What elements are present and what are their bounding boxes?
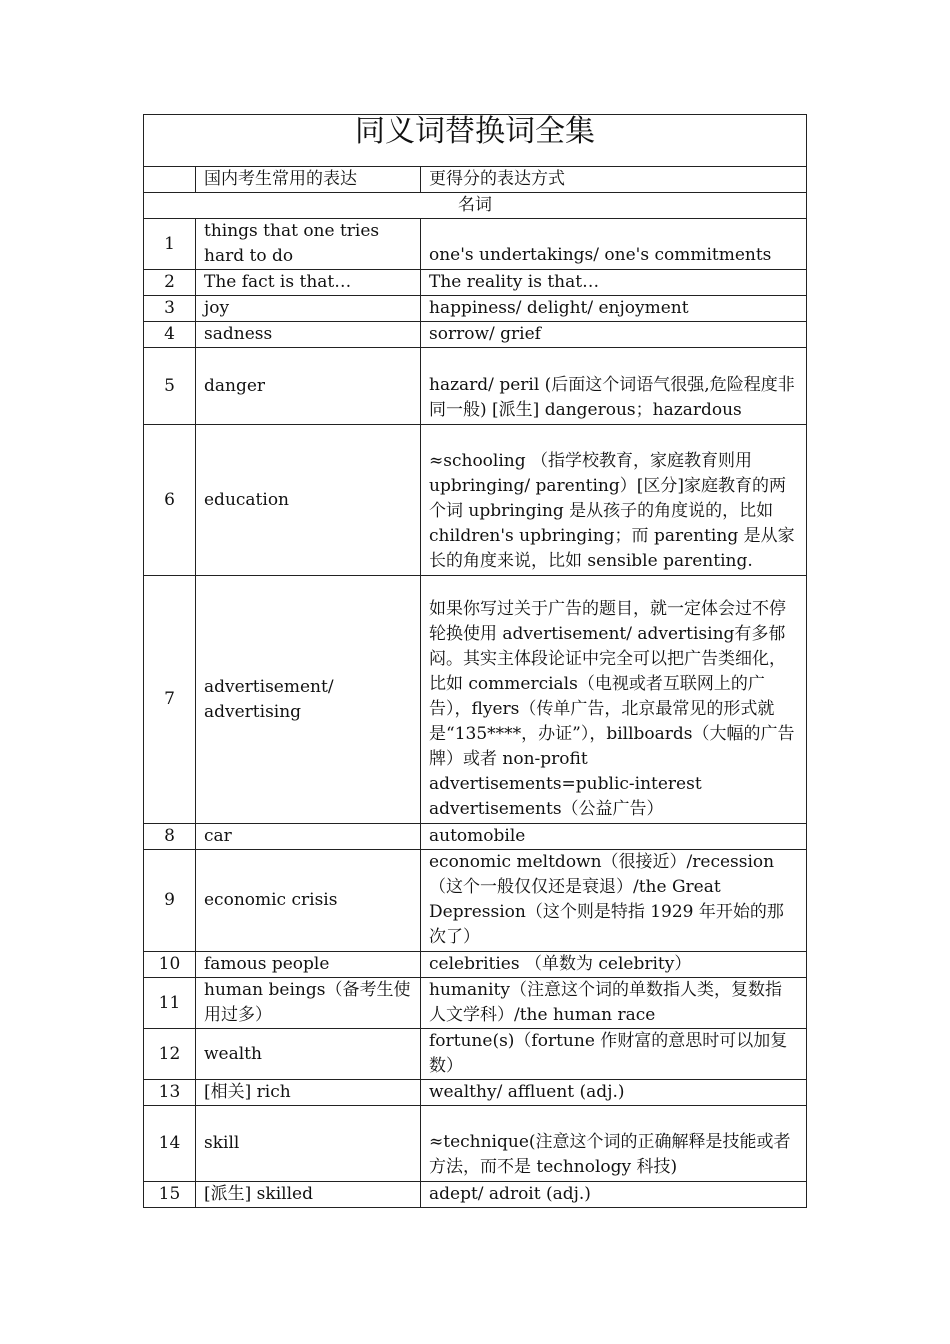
row-common: danger (196, 348, 421, 425)
row-number: 5 (144, 348, 196, 425)
row-better: hazard/ peril (后面这个词语气很强,危险程度非同一般) [派生] dangerous；hazardous (421, 348, 807, 425)
table-row (144, 296, 807, 322)
row-common: advertisement/ advertising (196, 576, 421, 824)
table-row (144, 270, 807, 296)
header-common: 国内考生常用的表达 (196, 167, 421, 193)
section-row (144, 193, 807, 219)
table-row (144, 1182, 807, 1208)
table-row (144, 952, 807, 978)
row-better: ≈technique(注意这个词的正确解释是技能或者方法，而不是 technology 科技) (421, 1106, 807, 1182)
row-number: 9 (144, 850, 196, 952)
row-better: economic meltdown（很接近）/recession（这个一般仅仅还是衰退）/the Great Depression（这个则是特指 1929 年开始的那次了） (421, 850, 807, 952)
header-num-cell (144, 167, 196, 193)
row-better: ≈schooling （指学校教育，家庭教育则用 upbringing/ parenting）[区分]家庭教育的两个词 upbringing 是从孩子的角度说的，比如 children's upbringing；而 parenting 是从家长的角度来说，比如 sensible parenting. (421, 425, 807, 576)
title-row (144, 115, 807, 167)
row-better: humanity（注意这个词的单数指人类，复数指人文学科）/the human race (421, 978, 807, 1029)
row-better: happiness/ delight/ enjoyment (421, 296, 807, 322)
row-common: human beings（备考生使用过多） (196, 978, 421, 1029)
section-label: 名词 (144, 193, 807, 219)
row-better: 如果你写过关于广告的题目，就一定体会过不停轮换使用 advertisement/ advertising有多郁闷。其实主体段论证中完全可以把广告类细化，比如 commercials（电视或者互联网上的广告），flyers（传单广告，北京最常见的形式就是“135****，办证”），billboards（大幅的广告牌）或者 non-profit advertisements=public-interest advertisements（公益广告） (421, 576, 807, 824)
row-common: wealth (196, 1029, 421, 1080)
table-row (144, 850, 807, 952)
table-row (144, 322, 807, 348)
row-number: 4 (144, 322, 196, 348)
row-number: 3 (144, 296, 196, 322)
row-number: 2 (144, 270, 196, 296)
row-number: 6 (144, 425, 196, 576)
row-common: [派生] skilled (196, 1182, 421, 1208)
row-better: celebrities （单数为 celebrity） (421, 952, 807, 978)
row-number: 7 (144, 576, 196, 824)
synonym-table (143, 114, 807, 1208)
row-number: 15 (144, 1182, 196, 1208)
row-number: 1 (144, 219, 196, 270)
row-common: education (196, 425, 421, 576)
header-better: 更得分的表达方式 (421, 167, 807, 193)
row-common: economic crisis (196, 850, 421, 952)
table-row (144, 1080, 807, 1106)
row-better: sorrow/ grief (421, 322, 807, 348)
page-title: 同义词替换词全集 (144, 115, 807, 167)
row-better: fortune(s)（fortune 作财富的意思时可以加复数） (421, 1029, 807, 1080)
row-common: The fact is that… (196, 270, 421, 296)
document (143, 114, 806, 1208)
row-better: automobile (421, 824, 807, 850)
row-better: The reality is that… (421, 270, 807, 296)
row-number: 8 (144, 824, 196, 850)
table-row (144, 978, 807, 1029)
table-row (144, 1106, 807, 1182)
table-row (144, 348, 807, 425)
row-common: sadness (196, 322, 421, 348)
row-common: joy (196, 296, 421, 322)
row-better: one's undertakings/ one's commitments (421, 219, 807, 270)
row-common: things that one tries hard to do (196, 219, 421, 270)
row-better: adept/ adroit (adj.) (421, 1182, 807, 1208)
row-number: 11 (144, 978, 196, 1029)
row-common: [相关] rich (196, 1080, 421, 1106)
table-row (144, 1029, 807, 1080)
table-row (144, 576, 807, 824)
row-better: wealthy/ affluent (adj.) (421, 1080, 807, 1106)
table-row (144, 219, 807, 270)
row-number: 14 (144, 1106, 196, 1182)
row-common: skill (196, 1106, 421, 1182)
row-number: 13 (144, 1080, 196, 1106)
row-common: famous people (196, 952, 421, 978)
table-row (144, 425, 807, 576)
row-common: car (196, 824, 421, 850)
header-row (144, 167, 807, 193)
row-number: 12 (144, 1029, 196, 1080)
row-number: 10 (144, 952, 196, 978)
table-row (144, 824, 807, 850)
